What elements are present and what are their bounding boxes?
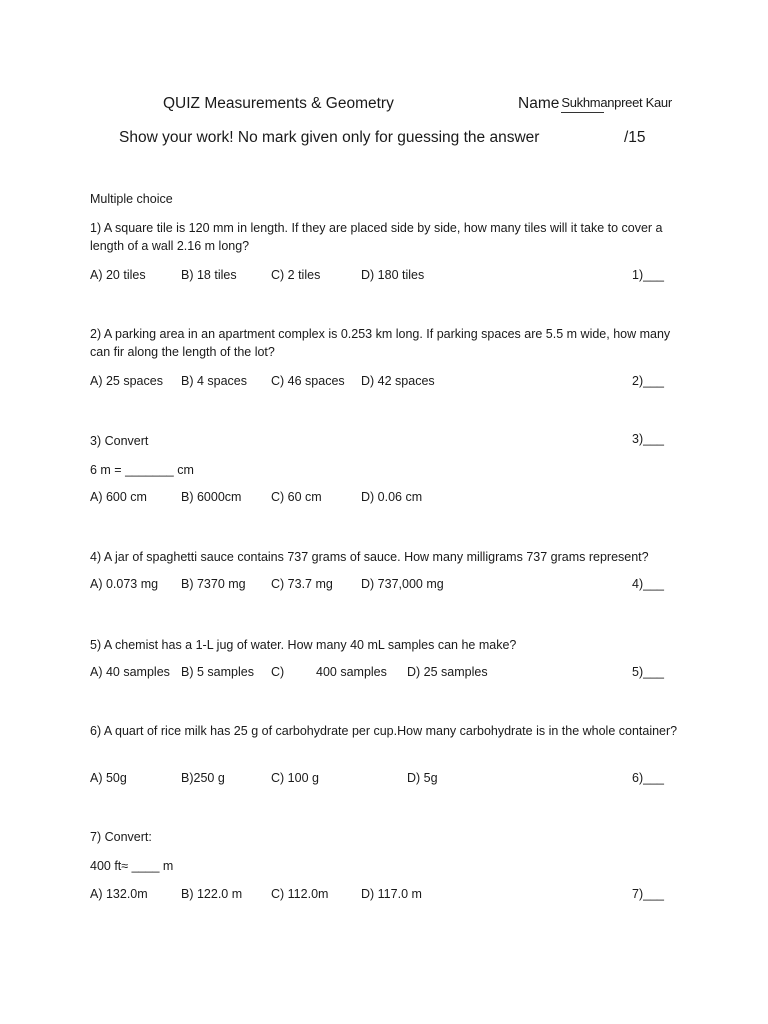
instruction-text: Show your work! No mark given only for guessing the answer xyxy=(119,129,540,146)
q1-option-a: A) 20 tiles xyxy=(90,268,146,282)
student-name-handwritten: Sukhmanpreet Kaur xyxy=(561,95,672,110)
q3-answer-slot[interactable]: 3)___ xyxy=(632,432,664,446)
q2-option-c: C) 46 spaces xyxy=(271,374,345,388)
name-label-text: Name xyxy=(518,95,560,112)
question-2-text: 2) A parking area in an apartment complex is 0.253 km long. If parking spaces are 5.5 m wide, how many can fir along the length of the lot? xyxy=(90,327,671,359)
score-total: /15 xyxy=(624,129,646,146)
q4-answer-slot[interactable]: 4)___ xyxy=(632,577,664,591)
q5-option-c-value: 400 samples xyxy=(316,665,387,679)
section-label: Multiple choice xyxy=(90,192,173,206)
question-5-text: 5) A chemist has a 1-L jug of water. How many 40 mL samples can he make? xyxy=(90,638,517,652)
question-7-subtext: 400 ft≈ ____ m xyxy=(90,859,174,873)
q2-option-b: B) 4 spaces xyxy=(181,374,248,388)
q3-option-a: A) 600 cm xyxy=(90,490,147,504)
q5-option-c: C) xyxy=(271,665,285,679)
q2-answer-slot[interactable]: 2)___ xyxy=(632,374,664,388)
q6-option-b: B)250 g xyxy=(181,771,225,785)
q2-option-a: A) 25 spaces xyxy=(90,374,163,388)
q6-option-c: C) 100 g xyxy=(271,771,319,785)
q4-option-b: B) 7370 mg xyxy=(181,577,246,591)
q4-option-d: D) 737,000 mg xyxy=(361,577,444,591)
q5-option-b: B) 5 samples xyxy=(181,665,254,679)
q1-option-d: D) 180 tiles xyxy=(361,268,425,282)
q7-option-d: D) 117.0 m xyxy=(361,887,422,901)
q2-option-d: D) 42 spaces xyxy=(361,374,435,388)
q5-option-a: A) 40 samples xyxy=(90,665,170,679)
q6-option-a: A) 50g xyxy=(90,771,127,785)
q7-answer-slot[interactable]: 7)___ xyxy=(632,887,664,901)
question-4-text: 4) A jar of spaghetti sauce contains 737 grams of sauce. How many milligrams 737 grams represent? xyxy=(90,550,649,564)
q3-option-c: C) 60 cm xyxy=(271,490,322,504)
question-6-text: 6) A quart of rice milk has 25 g of carbohydrate per cup.How many carbohydrate is in the whole container? xyxy=(90,724,678,738)
question-7-text: 7) Convert: xyxy=(90,830,152,844)
q3-option-d: D) 0.06 cm xyxy=(361,490,423,504)
q7-option-c: C) 112.0m xyxy=(271,887,329,901)
q4-option-a: A) 0.073 mg xyxy=(90,577,159,591)
question-3-subtext: 6 m = _______ cm xyxy=(90,463,194,477)
q1-answer-slot[interactable]: 1)___ xyxy=(632,268,664,282)
q5-answer-slot[interactable]: 5)___ xyxy=(632,665,664,679)
q4-option-c: C) 73.7 mg xyxy=(271,577,333,591)
name-label xyxy=(518,95,670,113)
q5-option-d: D) 25 samples xyxy=(407,665,488,679)
quiz-title: QUIZ Measurements & Geometry xyxy=(163,95,394,112)
q3-option-b: B) 6000cm xyxy=(181,490,242,504)
q1-option-b: B) 18 tiles xyxy=(181,268,237,282)
q6-answer-slot[interactable]: 6)___ xyxy=(632,771,664,785)
q7-option-b: B) 122.0 m xyxy=(181,887,243,901)
q1-option-c: C) 2 tiles xyxy=(271,268,321,282)
name-underline xyxy=(561,112,604,113)
question-3-text: 3) Convert xyxy=(90,434,149,448)
question-1-text: 1) A square tile is 120 mm in length. If they are placed side by side, how many tiles will it take to cover a length of a wall 2.16 m long? xyxy=(90,221,663,253)
q6-option-d: D) 5g xyxy=(407,771,438,785)
q7-option-a: A) 132.0m xyxy=(90,887,148,901)
